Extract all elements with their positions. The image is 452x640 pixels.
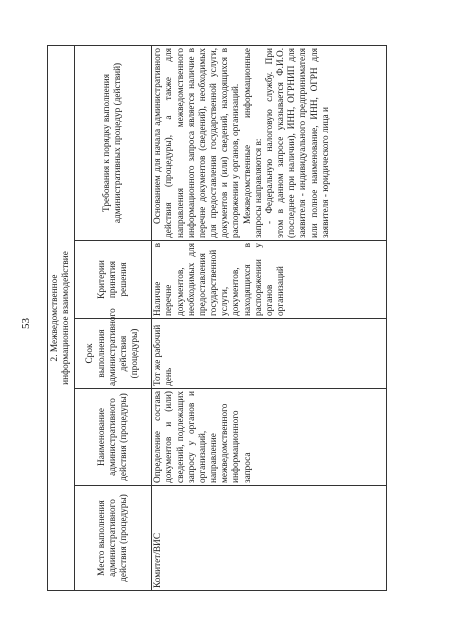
cell-term: Тот же рабочий день [152,319,387,389]
requirements-paragraph-1: Основанием для начала административного действия (процедуры), а также для направления межведомственного информационного запроса является наличие в перечне документов (сведений), необходимых для предоставления государственной услуги, документов и (или) сведений, находящихся в распоряжении у органов, организаций. [153,47,242,238]
rotated-page-content [47,46,402,591]
header-criteria: Критерии принятия решения [75,241,152,319]
section-title [48,45,75,590]
header-requirements: Требования к порядку выполнения административных процедур (действий) [75,45,152,240]
section-title-line1: 2. Межведомственное [50,274,60,362]
cell-criteria: Наличие в перечне документов, необходимых для предоставления государственной услуги, документов, находящихся в распоряжении у органов организаций [152,241,387,319]
header-action-name: Наименование административного действия (процедуры) [75,389,152,486]
section-heading-row [48,45,75,590]
procedure-table [47,45,387,591]
cell-place: Комитет/ВИС [152,486,387,591]
cell-action: Определение состава документов и (или) сведений, подлежащих запросу у органов и организаций, направление межведомственного информационного запроса [152,389,387,486]
header-place: Место выполнения административного действия (процедуры) [75,486,152,591]
page-number: 53 [20,318,32,329]
table-row [152,45,387,590]
header-term: Срок выполнения административного действия (процедуры) [75,319,152,389]
section-title-line2: информационное взаимодействие [61,251,72,385]
requirements-paragraph-2: Межведомственные информационные запросы направляются в: [242,47,264,238]
requirements-paragraph-3: - Федеральную налоговую службу. При этом в данном запросе указывается Ф.И.О. (последнее при наличии), ИНН, ОГРНИП для заявителя - индивидуального предпринимателя или полное наименование, ИНН, ОГРН для заявителя - юридического лица и [264,47,331,238]
table-header-row [75,45,152,590]
cell-requirements [152,45,387,240]
